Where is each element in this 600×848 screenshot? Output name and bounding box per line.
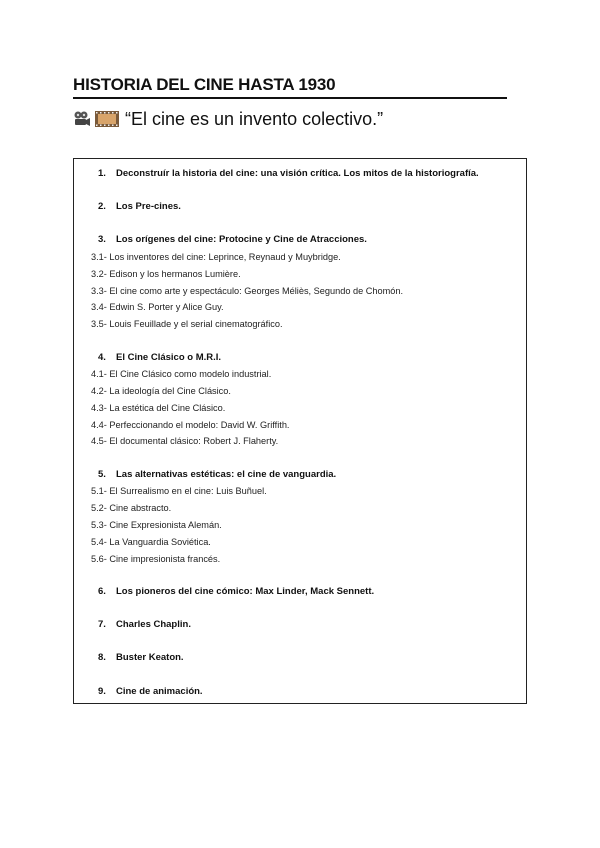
- section-title: [98, 352, 221, 364]
- section-number: 9.: [98, 685, 106, 697]
- quote-line: [73, 106, 383, 132]
- section-title-text: Las alternativas estéticas: el cine de vanguardia.: [116, 468, 337, 480]
- subsection-item: 3.1- Los inventores del cine: Leprince, Reynaud y Muybridge.: [91, 252, 341, 262]
- quote-text: “El cine es un invento colectivo.”: [125, 109, 384, 129]
- subsection-item: 3.2- Edison y los hermanos Lumière.: [91, 268, 241, 279]
- section-title-text: Los pioneros del cine cómico: Max Linder, Mack Sennett.: [116, 586, 375, 597]
- film-projector-icon: [73, 110, 91, 128]
- syllabus-box: [73, 158, 527, 704]
- section-title-text: Deconstruír la historia del cine: una visión crítica. Los mitos de la historiografía.: [116, 168, 479, 179]
- section-title: [98, 168, 479, 180]
- section-title-text: Los Pre-cines.: [116, 201, 181, 213]
- subsection-item: 5.6- Cine impresionista francés.: [91, 553, 221, 564]
- section-number: 2.: [98, 201, 106, 213]
- section-title-text: Los orígenes del cine: Protocine y Cine de Atracciones.: [116, 234, 367, 246]
- subsection-item: 4.1- El Cine Clásico como modelo industrial.: [91, 369, 272, 380]
- section-number: 4.: [98, 351, 106, 363]
- subsection-item: 5.2- Cine abstracto.: [91, 503, 172, 514]
- section-title-text: Charles Chaplin.: [116, 619, 191, 631]
- section-title-text: Cine de animación.: [116, 685, 203, 697]
- subsection-item: 4.4- Perfeccionando el modelo: David W. Griffith.: [91, 419, 290, 430]
- section-number: 1.: [98, 168, 106, 179]
- section-number: 6.: [98, 586, 106, 597]
- section-number: 8.: [98, 652, 106, 664]
- section-title: [98, 686, 203, 698]
- section-title: [98, 619, 191, 631]
- subsection-item: 3.4- Edwin S. Porter y Alice Guy.: [91, 302, 224, 313]
- subsection-item: 5.1- El Surrealismo en el cine: Luis Buñuel.: [91, 486, 267, 497]
- subsection-item: 4.2- La ideología del Cine Clásico.: [91, 386, 231, 396]
- subsection-item: 3.3- El cine como arte y espectáculo: Georges Méliès, Segundo de Chomón.: [91, 285, 404, 296]
- section-title: [98, 469, 336, 481]
- subsection-item: 4.5- El documental clásico: Robert J. Flaherty.: [91, 436, 279, 447]
- section-title-text: El Cine Clásico o M.R.I.: [116, 351, 222, 363]
- section-title: [98, 586, 374, 598]
- film-strip-icon: [95, 111, 119, 127]
- section-number: 3.: [98, 234, 106, 246]
- section-title: [98, 201, 181, 213]
- page-title: HISTORIA DEL CINE HASTA 1930: [73, 74, 507, 99]
- section-title-text: Buster Keaton.: [116, 652, 184, 664]
- subsection-item: 4.3- La estética del Cine Clásico.: [91, 402, 226, 413]
- section-title: [98, 234, 367, 246]
- section-number: 7.: [98, 619, 106, 631]
- section-title: [98, 652, 184, 664]
- subsection-item: 5.3- Cine Expresionista Alemán.: [91, 520, 222, 530]
- subsection-item: 3.5- Louis Feuillade y el serial cinematográfico.: [91, 319, 283, 330]
- section-number: 5.: [98, 468, 106, 480]
- subsection-item: 5.4- La Vanguardia Soviética.: [91, 536, 211, 547]
